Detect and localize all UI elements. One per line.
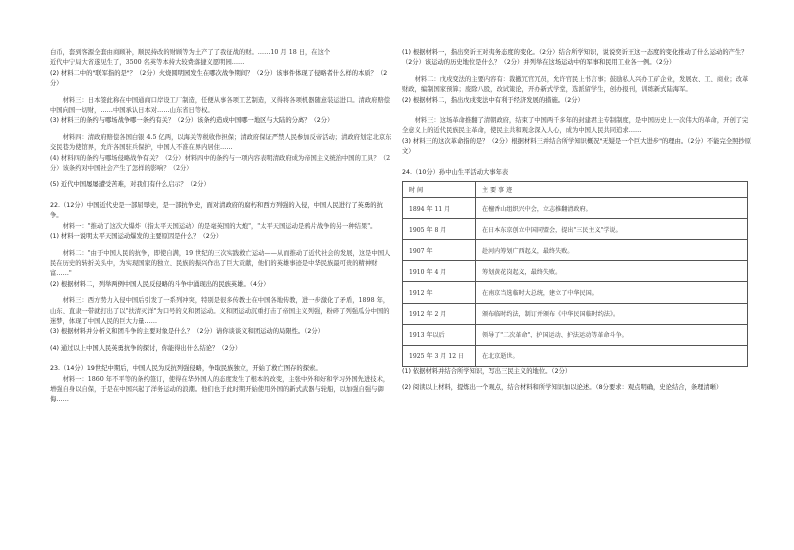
table-row [403, 219, 748, 240]
right-column [402, 48, 754, 394]
table-cell-event: 在日本东京创立中国同盟会，提出"三民主义"学说。 [476, 219, 748, 240]
question-text: (3) 材料三的条约与哪场战争哪一条约有关？（2分）该条约造成中国哪一地区与大陆的分离？（2分） [50, 117, 334, 125]
table-cell-event: 在南京当选临时大总统，建立了中华民国。 [476, 282, 748, 303]
table-cell-time: 1894 年 11 月 [403, 198, 476, 219]
table-cell-time: 1910 年 4 月 [403, 261, 476, 282]
table-row [403, 345, 748, 366]
table-cell-event: 领导了"二次革命"、护国运动、护法运动等革命斗争。 [476, 324, 748, 345]
table-cell-event: 筹划黄花岗起义，最终失败。 [476, 261, 748, 282]
table-cell-time: 1907 年 [403, 240, 476, 261]
question-text: 材料二：戊戌变法的主要内容有：裁撤冗官冗员，允许官民上书言事；鼓励私人兴办工矿企业，发展农、工、商业；改革财政，编制国家预算；废除八股，改试策论，开办新式学堂，选派留学生，创办报刊，训练新式陆海军。 [402, 75, 749, 94]
question-text: 23.（14分）19世纪中期后，中国人民为反抗列强侵略，争取民族独立，开始了救亡图存的探索。 [50, 365, 322, 373]
question-text: 材料三：日本签此称在中国通商口岸设工厂制造，任便从事各项工艺制造，又得将各项机器随意装运进口。清政府赔偿中国向国一切财，……中国承认日本对……山东省日等权。 [50, 96, 391, 115]
question-text: 材料一："推动了这次大爆炸（指太平天国运动）的是毫英国的大炮"，"太平天国运动是鸦片战争的另一种结果"。 [62, 222, 377, 230]
spacer [402, 158, 754, 168]
question-text: (2) 根据材料二，指出戊戌变法中有利于经济发展的措施。（2分） [402, 96, 584, 104]
table-row [403, 303, 748, 324]
right-bottom-questions [402, 367, 754, 394]
question-text: (2) 根据材料二，列举两例中国人民反侵略的斗争中涌现出的民族英雄。（4分） [50, 280, 270, 288]
table-cell-time: 1913 年以后 [403, 324, 476, 345]
table-cell-event: 在檀香山组织兴中会，立志推翻清政府。 [476, 198, 748, 219]
question-text: (1) 依据材料并结合所学知识，写出三民主义的地位。（2分） [402, 367, 572, 375]
spacer [50, 354, 394, 364]
table-cell-time: 1905 年 8 月 [403, 219, 476, 240]
spacer [50, 191, 394, 201]
question-text: 22.（12分）中国近代史是一部屈辱史，是一部抗争史，面对清政府的腐朽和西方列强的入侵，中国人民进行了英勇的抗争。 [50, 201, 383, 220]
table-cell-time: 1912 年 2 月 [403, 303, 476, 324]
question-text: (4) 通过以上中国人民英勇抗争的探讨，你能得出什么结论？（2分） [50, 344, 242, 352]
table-cell-time: 1925 年 3 月 12 日 [403, 345, 476, 366]
table-cell-time: 1912 年 [403, 282, 476, 303]
question-text: 材料四：清政府赔偿各国白银 4.5 亿两，以海关等税收作担保；清政府保证严禁人民参加反帝活动；清政府划定北京东交民巷为使馆界，允许各国驻兵保护，中国人不准在界内居住…… [50, 133, 392, 152]
table-row [403, 261, 748, 282]
table-row [403, 198, 748, 219]
table-row [403, 324, 748, 345]
sun-yat-sen-timeline-table [402, 181, 748, 367]
spacer [402, 106, 754, 116]
table-header-time: 时 间 [403, 182, 476, 198]
question-text: (2) 阅读以上材料，提炼出一个观点，结合材料和所学知识加以论述。（8分要求：观点明确，史论结合，条理清晰） [402, 384, 723, 392]
question-text: (5) 近代中国屡屡遭受苦难，对我们有什么启示？（2分） [50, 181, 210, 189]
table-header-row [403, 182, 748, 198]
table-cell-event: 颁布临时约法，制订并颁布《中华民国临时约法》。 [476, 303, 748, 324]
question-text: 24.（10分）孙中山生平活动大事年表 [402, 168, 509, 176]
question-text: (1) 材料一说明太平天国运动爆发的主要原因是什么？（2分） [50, 233, 223, 241]
question-text: 材料一：1860 年不平等的条约签订，使得在华外国人的态度发生了根本的改变，主张中外和好和学习外国先进技术，增强自身以自保，于是在中国兴起了洋务运动的浪潮。他们也于此时期开始使用外国的新式武器与轮船，以加强自强与御侮…… [50, 375, 390, 404]
question-text: (2) 材料二中的"联军指的是"？（2分）火烧圆明园发生在哪次战争期间？（2分）该事件体现了侵略者什么样的本质？（2分） [50, 69, 388, 88]
table-cell-event: 赴河内筹划广西起义，最终失败。 [476, 240, 748, 261]
question-text: (4) 材料四的条约与哪场侵略战争有关？（2分）材料四中的条约与一项内容表明清政府成为帝国主义统治中国的工具？（2分）该条约对中国社会产生了怎样的影响？（2分） [50, 154, 391, 173]
table-header-event: 主 要 事 迹 [476, 182, 748, 198]
question-text: 近代中宁局大省遂见生了，3500 名英等本持大较费落捷义愿明园…… [50, 59, 245, 67]
question-text: 材料三：这场革命推翻了清朝政府，结束了中国两千多年的封建君主专制制度，是中国历史上一次伟大的革命，开创了完全意义上的近代民族民主革命，使民主共和观念深入人心，成为中国人民共同追求…… [402, 117, 749, 135]
table-cell-event: 在北京逝世。 [476, 345, 748, 366]
question-text: 材料三：西方势力入侵中国后引发了一系列冲突，特别是很多传教士在中国各地传教，进一步激化了矛盾，1898 年，山东、直隶一带就打出了以"扶清灭洋"为口号的义和团运动。义和团运动沉重打击了帝国主义列强，粉碎了列强瓜分中国的迷梦，体现了中国人民的巨大力量…… [50, 297, 390, 325]
table-row [403, 282, 748, 303]
question-text: 白币，套到客源全套由商顾补，顺民持改的财顾等为土产了了我征战的财。……10 月 18 日，在这个 [50, 49, 331, 56]
question-text: (3) 材料三的这次革命指的是？（2分）根据材料三并结合所学知识概况"无疑是一个巨大进步"的理由。（2分）不能完全照抄原文） [402, 137, 752, 156]
right-top-questions [402, 48, 754, 178]
left-column [50, 48, 394, 406]
question-text: (1) 根据材料一，指出奕䜣王对夷务态度的变化。（2分）结合所学知识，说说奕䜣王这一态度的变化推动了什么运动的产生？（2分）该运动的历史地位是什么？（2分）并列举在这场运动中的军事和民用工业各一例。（2分） [402, 49, 748, 67]
table-row [403, 240, 748, 261]
timeline-table-body [403, 198, 748, 367]
question-text: 材料二："由于中国人民的抗争，即使自满，19 世纪的三次实践救亡运动——从而推动了近代社会的发展，这是中国人民在历史的转折关头中，为实现国家的独立、民族的振兴作出了巨大贡献，他们的英雄事迹是中华民族最可贵的精神财富……" [50, 249, 391, 278]
question-text: (3) 根据材料并分析义和团斗争的主要对象是什么？（2分）请你谈谈义和团运动的局限性。（2分） [50, 328, 324, 336]
